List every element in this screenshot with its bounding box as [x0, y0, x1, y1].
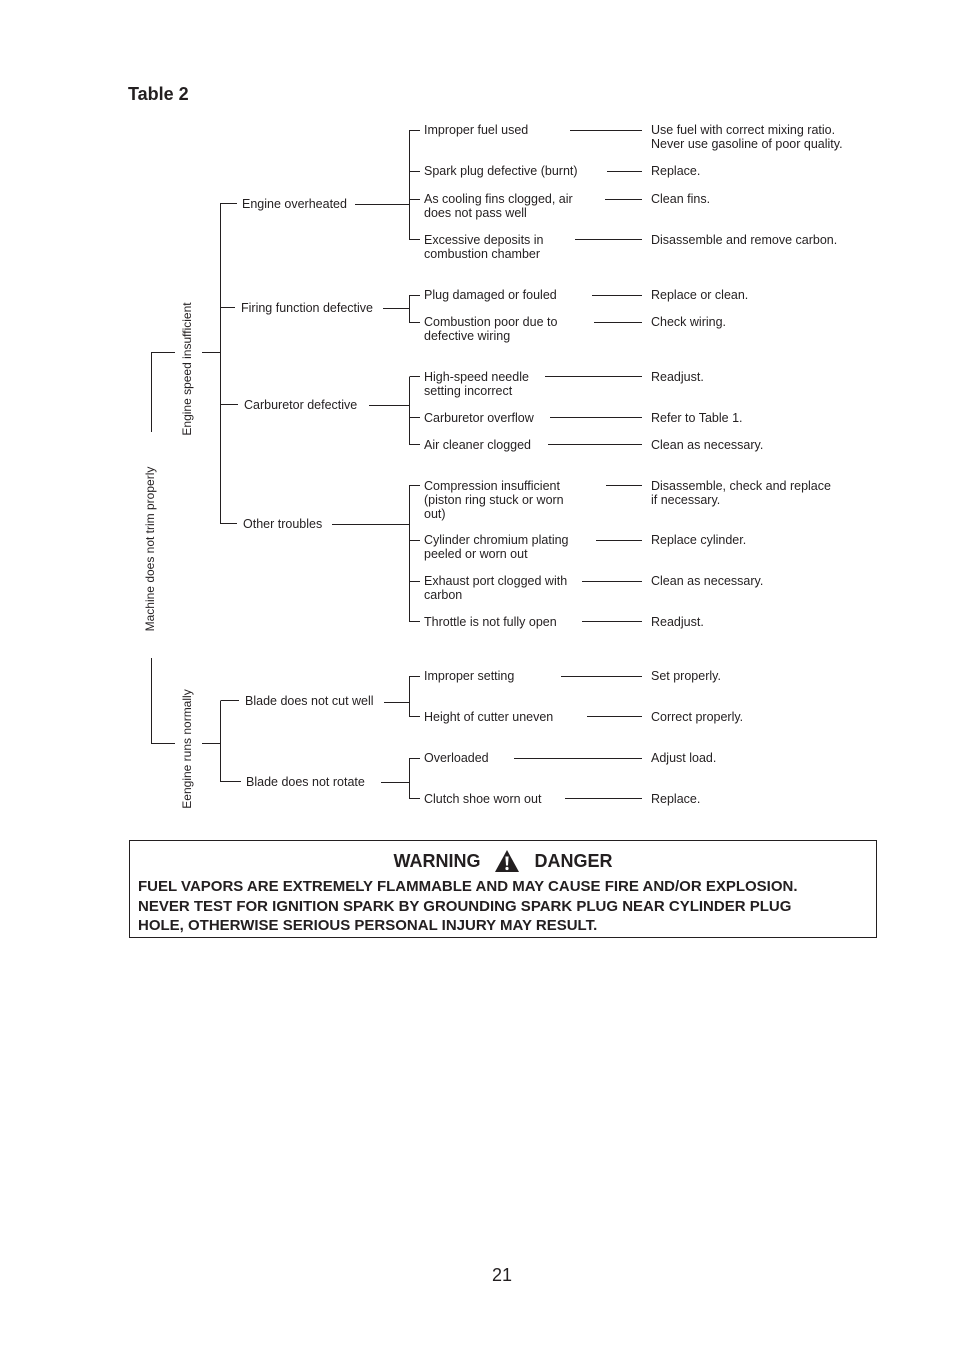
category-label: Engine overheated: [242, 197, 347, 211]
remedy-line: Adjust load.: [651, 751, 717, 765]
warning-heading: WARNING: [393, 850, 481, 871]
remedy-text: [651, 164, 700, 178]
cause-line: Overloaded: [424, 751, 489, 765]
cause-text: [424, 574, 567, 602]
warning-triangle-icon: [494, 849, 520, 873]
cause-line: High-speed needle: [424, 370, 529, 384]
remedy-text: [651, 411, 743, 425]
bracket-other-troubles: [332, 485, 420, 622]
remedy-line: Use fuel with correct mixing ratio.: [651, 123, 836, 137]
warning-line: HOLE, OTHERWISE SERIOUS PERSONAL INJURY MAY RESULT.: [138, 917, 598, 934]
cause-line: As cooling fins clogged, air: [424, 192, 573, 206]
cause-line: Air cleaner clogged: [424, 438, 532, 452]
remedy-line: Replace.: [651, 792, 701, 806]
cause-line: Improper setting: [424, 669, 515, 683]
remedy-line: Set properly.: [651, 669, 721, 683]
page-title: Table 2: [128, 84, 189, 104]
cause-text: [424, 233, 544, 261]
cause-line: Exhaust port clogged with: [424, 574, 568, 588]
category-label: Blade does not rotate: [246, 775, 365, 789]
cause-text: [424, 710, 553, 724]
remedy-text: [651, 233, 837, 247]
warning-line: FUEL VAPORS ARE EXTREMELY FLAMMABLE AND MAY CAUSE FIRE AND/OR EXPLOSION.: [138, 878, 798, 895]
category-label: Firing function defective: [241, 301, 374, 315]
remedy-text: [651, 123, 843, 151]
remedy-text: [651, 288, 748, 302]
bracket-blade-rotate: [381, 758, 420, 799]
cause-text: [424, 411, 534, 425]
remedy-line: Readjust.: [651, 615, 704, 629]
bracket-engine-overheated: [355, 130, 420, 240]
remedy-text: [651, 192, 710, 206]
group-bracket-engine-normal: [202, 701, 241, 783]
remedy-line: Replace cylinder.: [651, 533, 747, 547]
cause-line: Cylinder chromium plating: [424, 533, 569, 547]
group-label-engine-normal: Eengine runs normally: [180, 689, 194, 809]
remedy-line: Clean as necessary.: [651, 438, 764, 452]
cause-text: [424, 164, 578, 178]
cause-line: combustion chamber: [424, 247, 541, 261]
cause-line: Throttle is not fully open: [424, 615, 557, 629]
warning-box: [129, 840, 877, 938]
group-bracket-engine-speed: [202, 203, 238, 524]
category-label: Carburetor defective: [244, 398, 358, 412]
remedy-text: [651, 438, 763, 452]
remedy-text: [651, 315, 726, 329]
cause-line: Plug damaged or fouled: [424, 288, 557, 302]
cause-line: does not pass well: [424, 206, 527, 220]
cause-text: [424, 669, 514, 683]
cause-line: Height of cutter uneven: [424, 710, 554, 724]
cause-text: [424, 479, 564, 521]
category-label: Other troubles: [243, 517, 323, 531]
category-label: Blade does not cut well: [245, 694, 374, 708]
remedy-text: [651, 792, 700, 806]
remedy-text: [651, 615, 704, 629]
cause-text: [424, 315, 557, 343]
cause-text: [424, 533, 569, 561]
remedy-line: if necessary.: [651, 493, 721, 507]
warning-header: [130, 849, 876, 873]
remedy-text: [651, 574, 763, 588]
remedy-text: [651, 533, 746, 547]
bracket-blade-cut: [384, 676, 420, 717]
remedy-line: Check wiring.: [651, 315, 727, 329]
remedy-line: Disassemble, check and replace: [651, 479, 831, 493]
root-label: Machine does not trim properly: [143, 466, 157, 632]
group-label-engine-speed: Engine speed insufficient: [180, 302, 194, 436]
remedy-line: Refer to Table 1.: [651, 411, 743, 425]
page-number: 21: [492, 1265, 513, 1285]
cause-line: carbon: [424, 588, 463, 602]
cause-line: Clutch shoe worn out: [424, 792, 542, 806]
cause-line: Compression insufficient: [424, 479, 560, 493]
remedy-text: [651, 710, 743, 724]
cause-line: setting incorrect: [424, 384, 513, 398]
remedy-line: Clean as necessary.: [651, 574, 764, 588]
cause-line: Combustion poor due to: [424, 315, 558, 329]
cause-line: out): [424, 507, 446, 521]
cause-line: peeled or worn out: [424, 547, 528, 561]
remedy-text: [651, 751, 716, 765]
remedy-text: [651, 370, 704, 384]
cause-text: [424, 615, 557, 629]
cause-text: [424, 751, 489, 765]
bracket-carburetor: [369, 377, 420, 446]
cause-line: Carburetor overflow: [424, 411, 534, 425]
danger-heading: DANGER: [534, 850, 613, 871]
remedy-line: Replace.: [651, 164, 701, 178]
remedy-line: Correct properly.: [651, 710, 744, 724]
cause-text: [424, 438, 531, 452]
remedy-line: Never use gasoline of poor quality.: [651, 137, 843, 151]
cause-line: defective wiring: [424, 329, 511, 343]
cause-line: Excessive deposits in: [424, 233, 544, 247]
cause-text: [424, 288, 557, 302]
remedy-text: [651, 669, 721, 683]
remedy-line: Replace or clean.: [651, 288, 749, 302]
cause-text: [424, 192, 573, 220]
cause-text: [424, 370, 529, 398]
remedy-leader-lines: [514, 131, 642, 799]
remedy-line: Clean fins.: [651, 192, 711, 206]
remedy-line: Disassemble and remove carbon.: [651, 233, 838, 247]
cause-text: [424, 123, 528, 137]
warning-text: [138, 877, 866, 936]
cause-text: [424, 792, 541, 806]
warning-line: NEVER TEST FOR IGNITION SPARK BY GROUNDING SPARK PLUG NEAR CYLINDER PLUG: [138, 897, 792, 915]
remedy-text: [651, 479, 831, 507]
cause-line: Spark plug defective (burnt): [424, 164, 578, 178]
cause-line: Improper fuel used: [424, 123, 529, 137]
bracket-firing-function: [383, 295, 420, 323]
remedy-line: Readjust.: [651, 370, 704, 384]
cause-line: (piston ring stuck or worn: [424, 493, 564, 507]
